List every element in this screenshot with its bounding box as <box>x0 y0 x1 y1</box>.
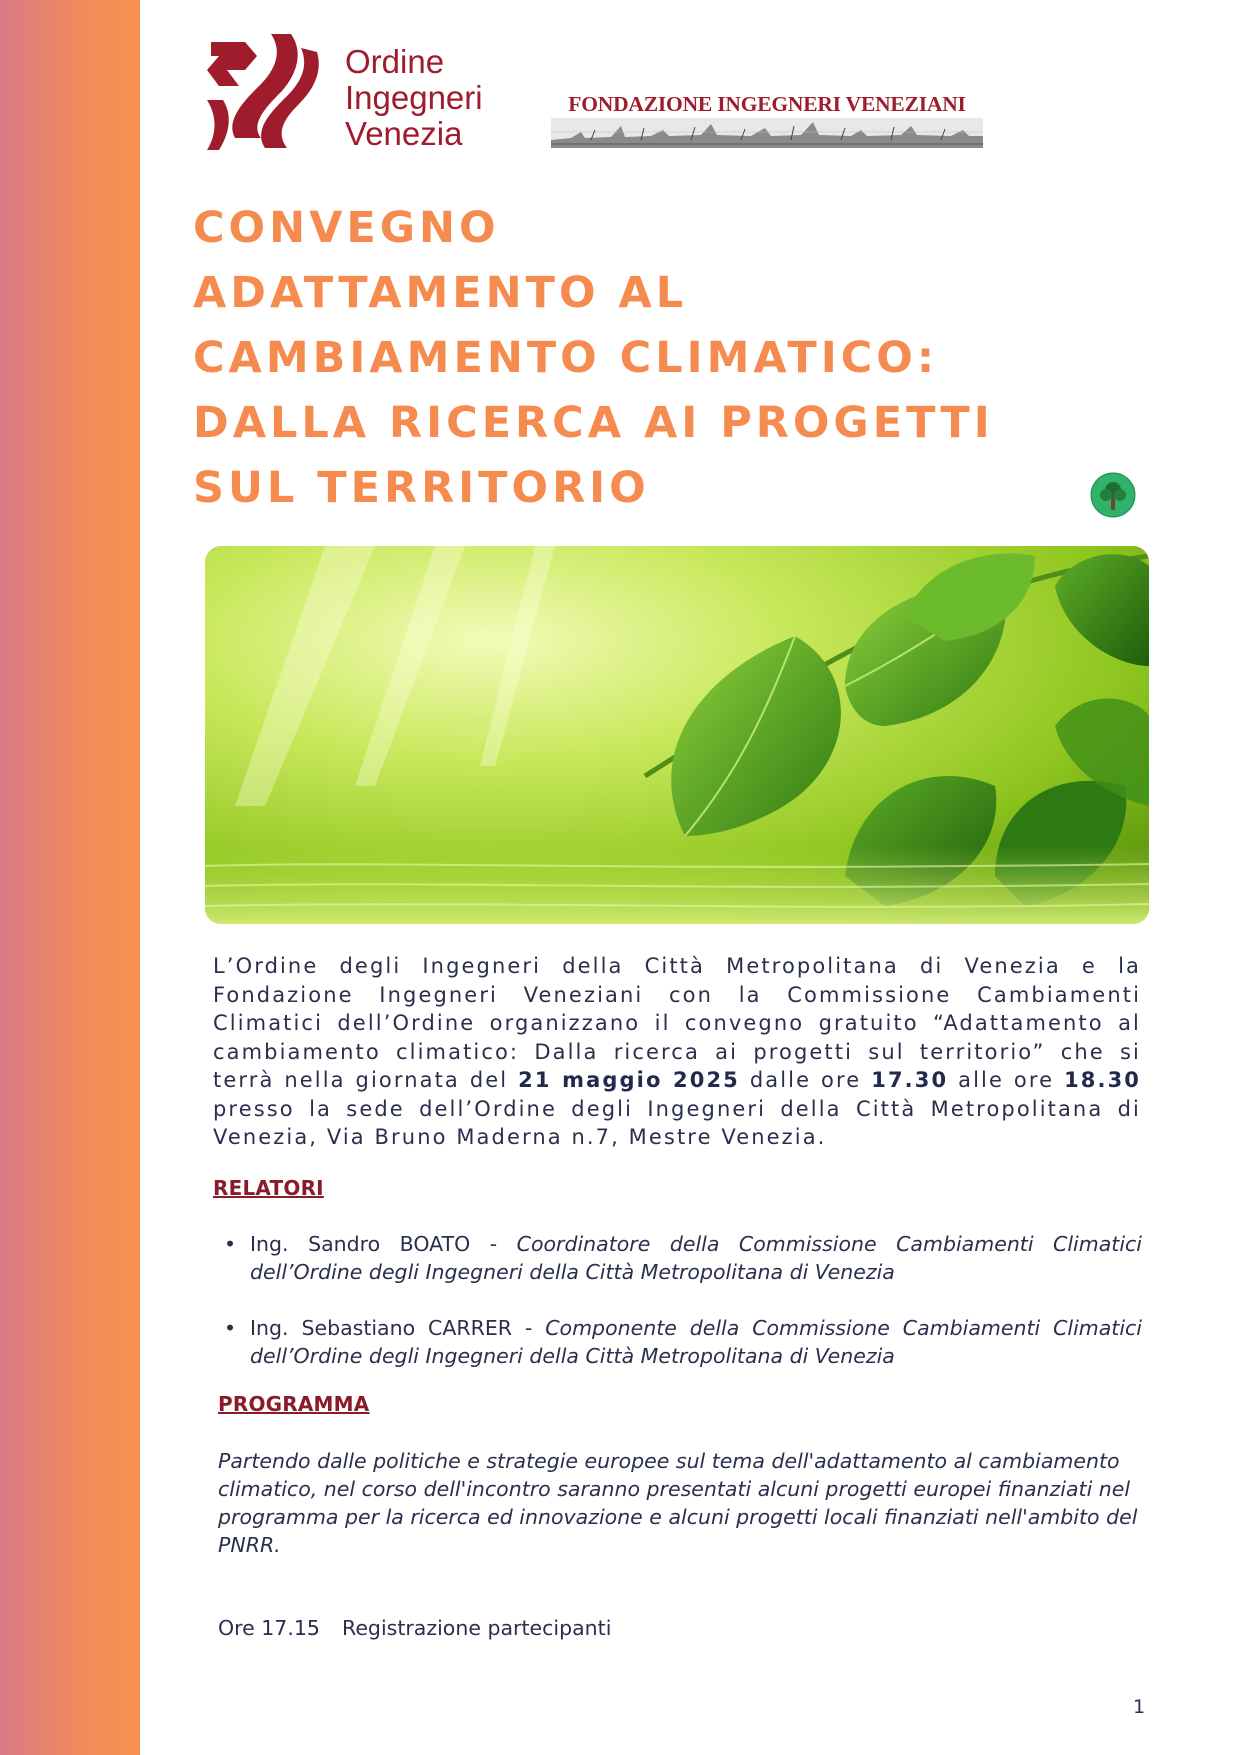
schedule-time: Ore 17.15 <box>218 1616 320 1640</box>
relatori-heading: RELATORI <box>213 1176 324 1200</box>
title-line: CAMBIAMENTO CLIMATICO: <box>193 333 939 383</box>
logo-line: Ingegneri <box>345 79 483 116</box>
tree-icon <box>1090 472 1136 518</box>
intro-text: dalle ore <box>749 1068 862 1092</box>
speaker-role: Componente della Commissione Cambiamenti Climatici dell’Ordine degli Ingegneri della Città Metropolitana di Venezia <box>250 1316 1143 1368</box>
speakers-list <box>218 1230 1142 1398</box>
green-leaves-photo <box>205 546 1149 924</box>
title-line: CONVEGNO <box>193 203 500 253</box>
speaker-item <box>218 1230 1142 1286</box>
venice-skyline-engraving-icon <box>551 118 983 148</box>
fondazione-logo <box>551 92 983 156</box>
ordine-logo-text <box>345 44 535 152</box>
ordine-ingegneri-logo-icon <box>205 30 320 155</box>
bullet: • <box>224 1316 237 1340</box>
side-gradient-bar <box>0 0 140 1755</box>
programma-heading: PROGRAMMA <box>218 1392 370 1416</box>
title-line: ADATTAMENTO AL <box>193 268 688 318</box>
intro-text: presso la sede dell’Ordine degli Ingegneri della Città Metropolitana di Venezia, Via Bruno Maderna n.7, Mestre Venezia. <box>213 1096 1141 1149</box>
speaker-name: Ing. Sebastiano CARRER - <box>250 1316 533 1340</box>
intro-text: L’Ordine degli Ingegneri della Città Metropolitana di Venezia e la Fondazione Ingegneri Veneziani con la Commissione Cambiamenti Climatici dell’Ordine organizzano il convegno gratuito “Adattamento al cambiamento climatico: Dalla ricerca ai progetti sul territorio” che si terrà nella giornata del <box>213 954 1141 1092</box>
intro-paragraph <box>213 952 1141 1152</box>
event-title <box>193 196 1093 521</box>
speaker-role: Coordinatore della Commissione Cambiamenti Climatici dell’Ordine degli Ingegneri della Città Metropolitana di Venezia <box>250 1232 1142 1284</box>
intro-text: alle ore <box>958 1068 1055 1092</box>
page-number: 1 <box>1133 1696 1146 1718</box>
end-time: 18.30 <box>1064 1068 1142 1092</box>
programma-description: Partendo dalle politiche e strategie europee sul tema dell'adattamento al cambiamento climatico, nel corso dell'incontro saranno presentati alcuni progetti europei finanziati nel programma per la ricerca ed innovazione e alcuni progetti locali finanziati nell'ambito del PNRR. <box>218 1449 1138 1557</box>
title-line: DALLA RICERCA AI PROGETTI <box>193 398 994 448</box>
event-date: 21 maggio 2025 <box>518 1068 740 1092</box>
start-time: 17.30 <box>871 1068 949 1092</box>
speaker-name: Ing. Sandro BOATO - <box>250 1232 498 1256</box>
logo-line: Ordine <box>345 43 445 80</box>
speaker-item <box>218 1314 1142 1370</box>
title-line: SUL TERRITORIO <box>193 463 650 513</box>
schedule-activity: Registrazione partecipanti <box>342 1616 612 1640</box>
bullet: • <box>224 1232 237 1256</box>
fondazione-name: FONDAZIONE INGEGNERI VENEZIANI <box>568 92 966 116</box>
logo-line: Venezia <box>345 115 463 152</box>
